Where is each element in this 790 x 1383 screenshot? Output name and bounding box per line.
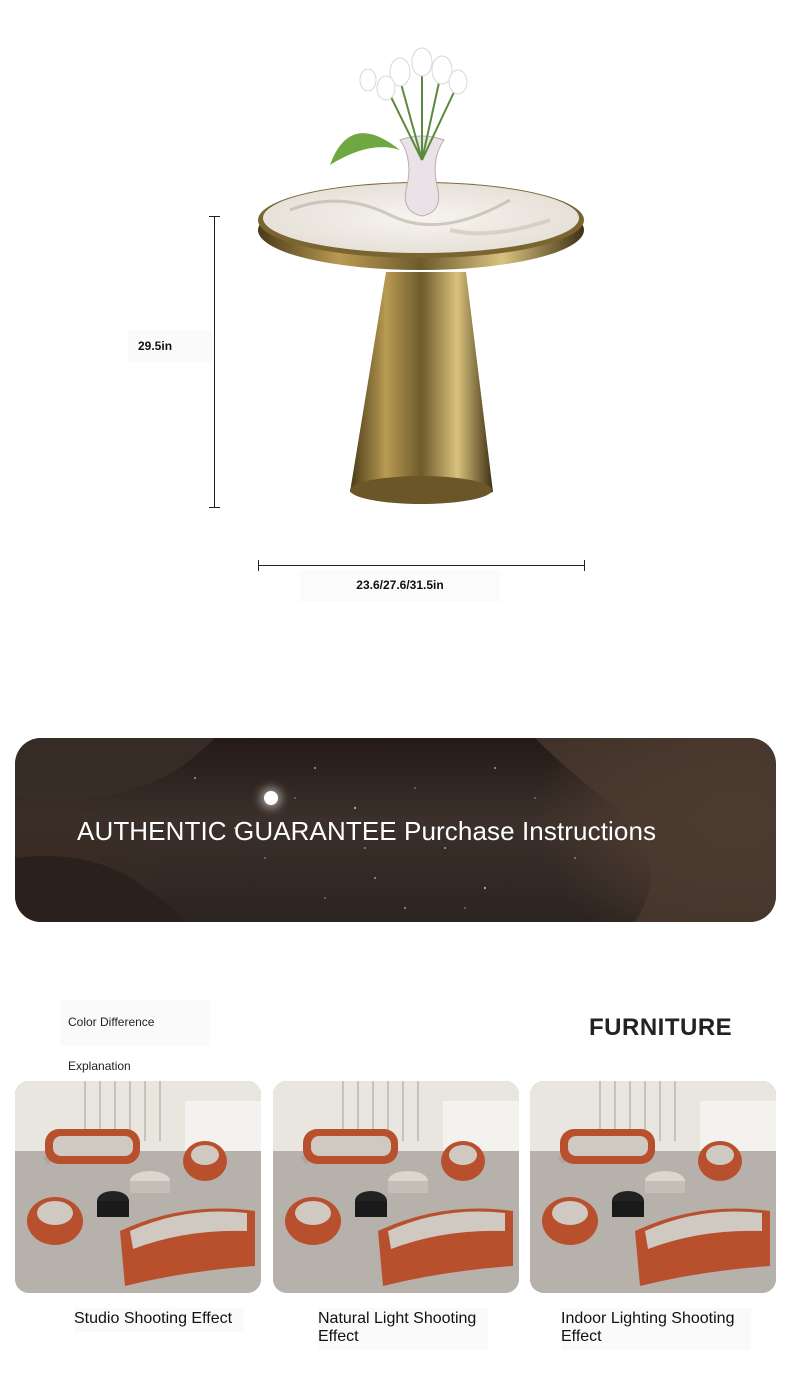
height-dimension-line <box>214 216 215 508</box>
width-dimension-line <box>258 565 585 566</box>
caption-natural-light: Natural Light Shooting Effect <box>318 1308 488 1350</box>
color-difference-label: Color Difference Explanation <box>60 1000 210 1046</box>
caption-indoor-lighting: Indoor Lighting Shooting Effect <box>561 1308 751 1350</box>
width-dimension-cap-left <box>258 560 259 571</box>
living-room-sofa-image <box>530 1081 776 1293</box>
living-room-sofa-image <box>15 1081 261 1293</box>
moon-glow <box>264 791 278 805</box>
width-label: 23.6/27.6/31.5in <box>300 570 500 602</box>
height-label: 29.5in <box>128 330 212 362</box>
side-table-image <box>250 40 590 510</box>
height-dimension-cap-top <box>209 216 220 217</box>
furniture-heading: FURNITURE <box>589 1014 733 1041</box>
width-dimension-cap-right <box>584 560 585 571</box>
living-room-sofa-image <box>273 1081 519 1293</box>
natural-light-photo <box>273 1081 519 1293</box>
indoor-lighting-photo <box>530 1081 776 1293</box>
caption-studio: Studio Shooting Effect <box>74 1308 244 1332</box>
authentic-guarantee-banner <box>15 738 776 922</box>
banner-title: AUTHENTIC GUARANTEE Purchase Instructions <box>77 816 657 846</box>
studio-shooting-photo <box>15 1081 261 1293</box>
height-dimension-cap-bottom <box>209 507 220 508</box>
